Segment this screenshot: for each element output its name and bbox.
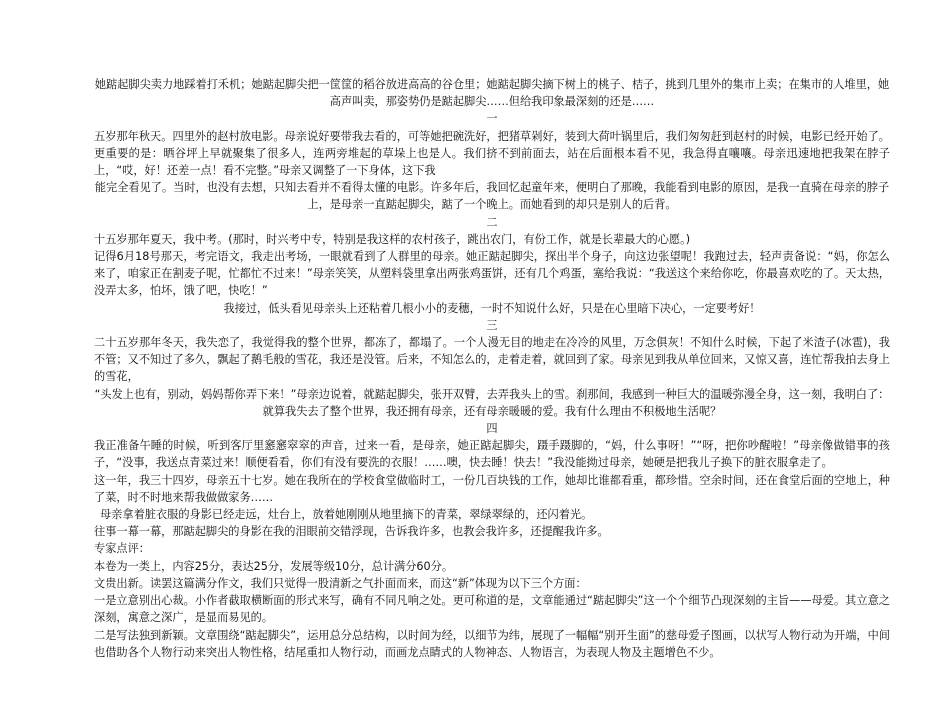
review-intro: 文贵出新。读罢这篇满分作文，我们只觉得一股清新之气扑面而来，而这“新”体现为以下三个方面： xyxy=(94,576,587,590)
section-four-paragraph-1: 我正准备午睡的时候，听到客厅里窸窸窣窣的声音，过来一看，是母亲，她正踮起脚尖，蹑手蹑脚的，“妈，什么事呀！”“呀，把你吵醒啦！”母亲像做错事的孩子，“没事，我送点青菜过来！顺便看看，你们有没有要洗的衣服！……噢，快去睡！快去！”我没能拗过母亲，她硬是把我儿子换下的脏衣服拿走了。 xyxy=(94,439,890,470)
intro-paragraph: 她踮起脚尖卖力地踩着打禾机；她踮起脚尖把一筐筐的稻谷放进高高的谷仓里；她踮起脚尖摘下树上的桃子、桔子，挑到几里外的集市上卖；在集市的人堆里，她高声叫卖，那姿势仍是踮起脚尖……但给我印象最深刻的还是…… xyxy=(94,78,890,109)
section-two-paragraph-3: 我接过，低头看见母亲头上还粘着几根小小的麦穗，一时不知说什么好，只是在心里暗下决心，一定要考好！ xyxy=(223,301,761,315)
review-score: 本卷为一类上，内容25分，表达25分，发展等级10分，总计满分60分。 xyxy=(94,559,454,573)
section-heading-three: 三 xyxy=(486,318,498,332)
review-heading: 专家点评： xyxy=(94,542,150,556)
section-four-paragraph-3: 母亲拿着脏衣服的身影已经走远，灶台上，放着她刚刚从地里摘下的青菜，翠绿翠绿的，还闪着光。 xyxy=(100,508,593,522)
section-three-paragraph-2: “头发上也有，别动，妈妈帮你弄下来！”母亲边说着，就踮起脚尖，张开双臂，去弄我头上的雪。刹那间，我感到一种巨大的温暖弥漫全身，这一刻，我明白了：就算我失去了整个世界，我还拥有母亲，还有母亲暖暖的爱。我有什么理由不积极地生活呢？ xyxy=(94,387,890,418)
section-heading-one: 一 xyxy=(486,112,498,126)
section-four-paragraph-4: 往事一幕一幕，那踮起脚尖的身影在我的泪眼前交错浮现，告诉我许多，也教会我许多，还提醒我许多。 xyxy=(94,525,609,539)
section-heading-four: 四 xyxy=(486,422,498,436)
section-one-paragraph-1: 五岁那年秋天。四里外的赵村放电影。母亲说好要带我去看的，可等她把碗洗好，把猪草剁好，装到大荷叶锅里后，我们匆匆赶到赵村的时候，电影已经开始了。更重要的是：晒谷坪上早就聚集了很多人，连两旁堆起的草垛上也是人。我们挤不到前面去，站在后面根本看不见，我急得直嚷嚷。母亲迅速地把我架在脖子上，“哎，好！还差一点！看不完整。”母亲又调整了一下身体，这下我 xyxy=(94,129,890,178)
section-two-paragraph-2: 记得6月18号那天，考完语文，我走出考场，一眼就看到了人群里的母亲。她正踮起脚尖，探出半个身子，向这边张望呢！我跑过去，轻声责备说：“妈，你怎么来了，咱家正在割麦子呢，忙都忙不过来！”母亲笑笑，从塑料袋里拿出两张鸡蛋饼，还有几个鸡蛋，塞给我说：“我送这个来给你吃，你最喜欢吃的了。天太热，没弄太多，怕坏，饿了吧，快吃！” xyxy=(94,250,890,298)
review-point-1: 一是立意别出心裁。小作者截取横断面的形式来写，确有不同凡响之处。更可称道的是，文章能通过“踮起脚尖”这一个个细节凸现深刻的主旨——母爱。其立意之深刻，寓意之深广，是显而易见的。 xyxy=(94,594,890,625)
review-point-2: 二是写法独到新颖。文章围绕“踮起脚尖”，运用总分总结构，以时间为经，以细节为纬，展现了一幅幅“别开生面”的慈母爱子图画，以状写人物行动为开端，中间也借助各个人物行动来突出人物性格，结尾重扣人物行动，而画龙点睛式的人物神态、人物语言，为表现人物及主题增色不少。 xyxy=(94,628,890,659)
section-three-paragraph-1: 二十五岁那年冬天，我失恋了，我觉得我的整个世界，都冻了，都塌了。一个人漫无目的地走在冷冷的风里，万念俱灰！不知什么时候，下起了米渣子(冰雹)，我不管；又不知过了多久，飘起了鹅毛般的雪花，我还是没管。后来，不知怎么的，走着走着，就回到了家。母亲见到我从单位回来，又惊又喜，连忙帮我拍去身上的雪花， xyxy=(94,336,890,384)
section-two-paragraph-1: 十五岁那年夏天，我中考。(那时，时兴考中专，特别是我这样的农村孩子，跳出农门，有份工作，就是长辈最大的心愿。) xyxy=(94,232,691,246)
section-one-paragraph-2: 能完全看见了。当时，也没有去想，只知去看并不看得太懂的电影。许多年后，我回忆起童年来，便明白了那晚，我能看到电影的原因，是我一直骑在母亲的脖子上，是母亲一直踮起脚尖，踮了一个晚上。而她看到的却只是别人的后背。 xyxy=(94,181,890,212)
section-four-paragraph-2: 这一年，我三十四岁，母亲五十七岁。她在我所在的学校食堂做临时工，一份几百块钱的工作，她却比谁都看重，都珍惜。空余时间，还在食堂后面的空地上，种了菜，时不时地来帮我做做家务…… xyxy=(94,473,890,504)
section-heading-two: 二 xyxy=(486,215,498,229)
